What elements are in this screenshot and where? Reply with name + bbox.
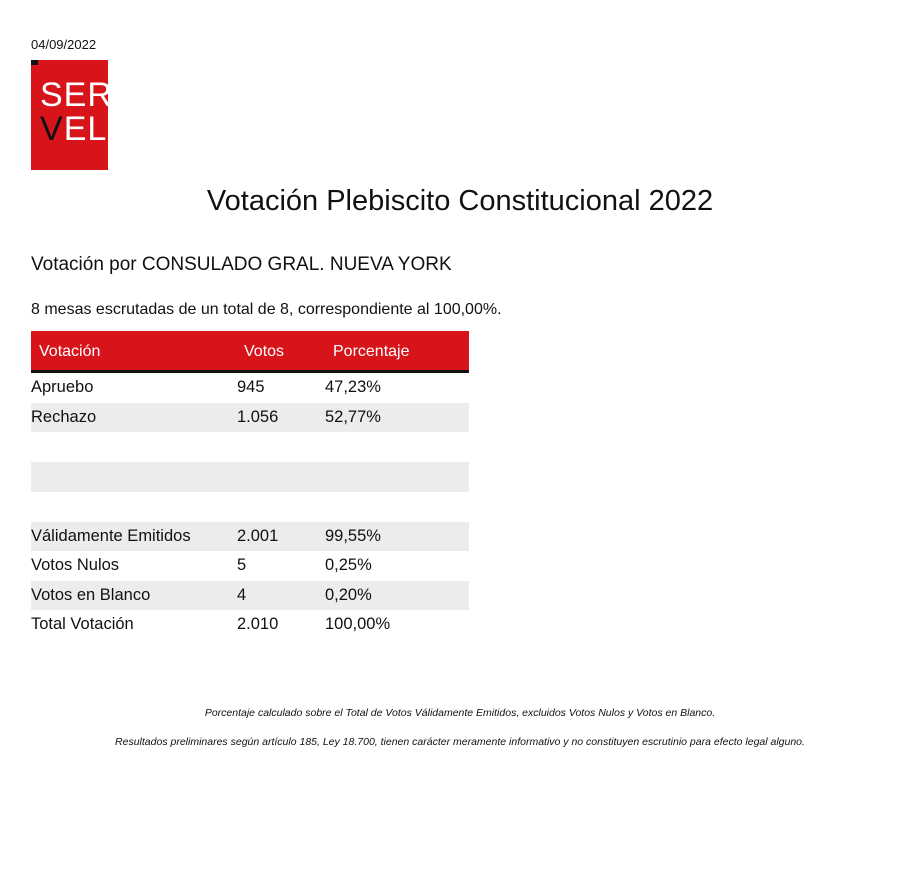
table-row — [31, 581, 469, 611]
servel-logo — [31, 60, 113, 170]
logo-line-2: VEL — [40, 110, 108, 148]
summary-votes: 4 — [237, 585, 247, 604]
table-header — [31, 331, 469, 373]
footnote-percentage: Porcentaje calculado sobre el Total de Votos Válidamente Emitidos, excluidos Votos Nulos y Votos en Blanco. — [204, 707, 716, 719]
logo-mark — [31, 60, 38, 65]
summary-votes: 2.001 — [237, 526, 279, 545]
summary-label: Válidamente Emitidos — [31, 526, 191, 545]
header-votacion: Votación — [39, 343, 101, 360]
summary-pct: 0,25% — [325, 556, 372, 574]
table-row — [31, 522, 469, 552]
results-table — [31, 331, 469, 640]
table-row — [31, 610, 469, 640]
table-row — [31, 551, 469, 581]
summary-votes: 2.010 — [237, 615, 279, 633]
page-title: Votación Plebiscito Constitucional 2022 — [206, 185, 714, 217]
option-label: Apruebo — [31, 378, 94, 396]
mesas-summary: 8 mesas escrutadas de un total de 8, correspondiente al 100,00%. — [31, 301, 502, 318]
logo-line-1: SER — [40, 76, 113, 114]
summary-label: Votos en Blanco — [31, 585, 151, 604]
option-votes: 1.056 — [237, 407, 279, 426]
summary-votes: 5 — [237, 556, 247, 574]
footnote-legal: Resultados preliminares según artículo 185, Ley 18.700, tienen carácter meramente informativo y no constituyen escrutinio para efecto legal alguno. — [115, 736, 805, 748]
table-row — [31, 403, 469, 433]
spacer — [31, 432, 469, 462]
option-pct: 52,77% — [325, 407, 381, 426]
header-votos: Votos — [244, 343, 285, 360]
table-row — [31, 373, 469, 403]
summary-label: Votos Nulos — [31, 556, 120, 574]
report-date: 04/09/2022 — [31, 37, 97, 52]
summary-pct: 99,55% — [325, 526, 381, 545]
summary-pct: 0,20% — [325, 585, 372, 604]
empty-row — [31, 462, 469, 492]
spacer — [31, 492, 469, 522]
page-subtitle: Votación por CONSULADO GRAL. NUEVA YORK — [31, 254, 452, 275]
option-pct: 47,23% — [325, 378, 381, 396]
summary-pct: 100,00% — [325, 615, 391, 633]
header-porcentaje: Porcentaje — [333, 343, 410, 360]
option-label: Rechazo — [31, 407, 97, 426]
option-votes: 945 — [237, 378, 265, 396]
summary-label: Total Votación — [31, 615, 134, 633]
